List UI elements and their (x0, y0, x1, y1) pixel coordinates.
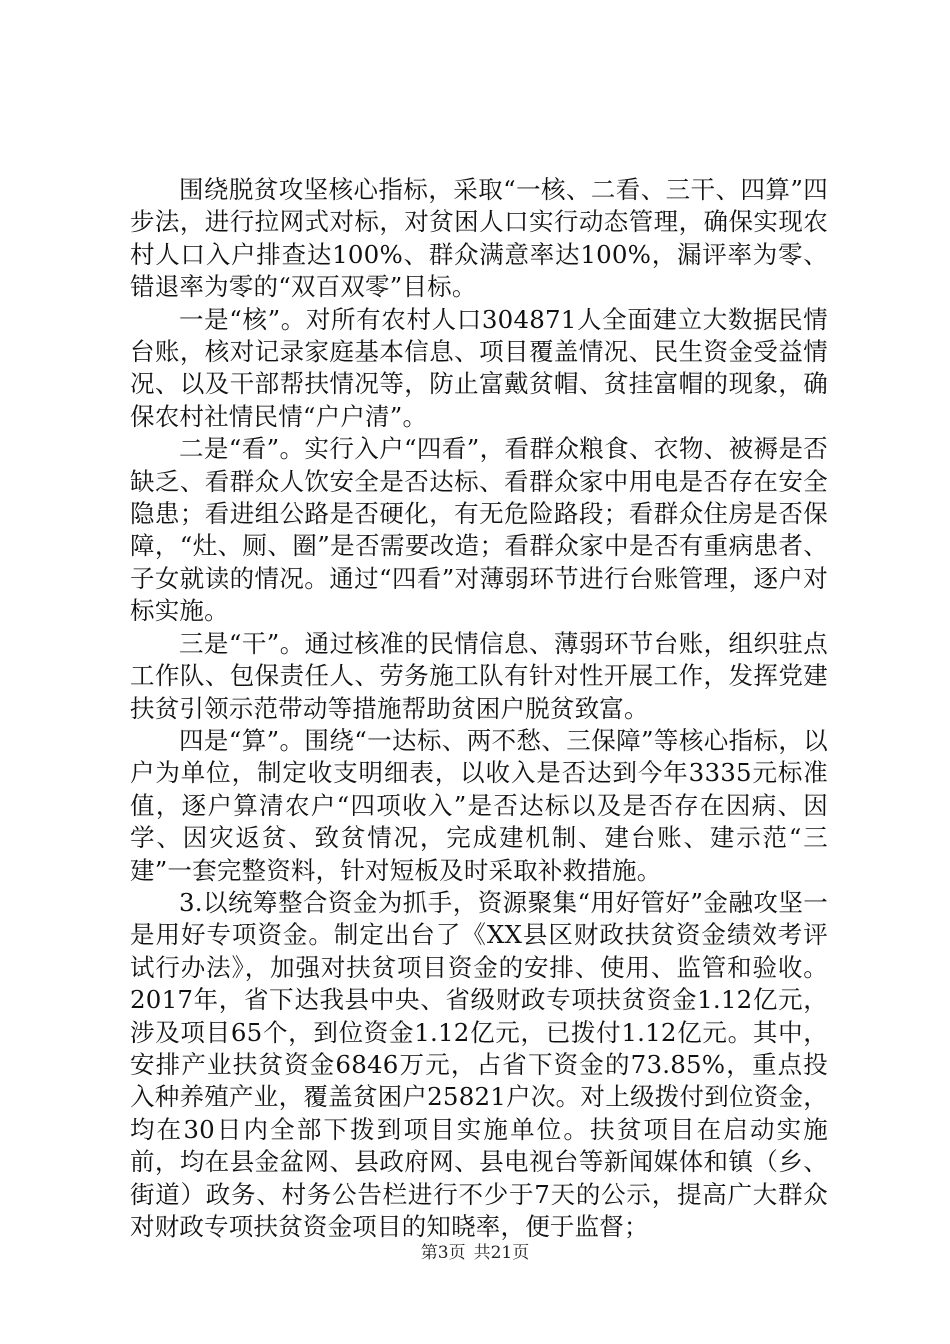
document-body (130, 174, 828, 1243)
paragraph-verify: 一是“核”。对所有农村人口304871人全面建立大数据民情台账，核对记录家庭基本信息、项目覆盖情况、民生资金受益情况、以及干部帮扶情况等，防止富戴贫帽、贫挂富帽的现象，确保农村社情民情“户户清”。 (130, 304, 828, 431)
paragraph-core-indicators: 围绕脱贫攻坚核心指标，采取“一核、二看、三干、四算”四步法，进行拉网式对标，对贫困人口实行动态管理，确保实现农村人口入户排查达100%、群众满意率达100%，漏评率为零、错退率为零的“双百双零”目标。 (130, 175, 828, 302)
paragraph-funds: 3.以统筹整合资金为抓手，资源聚集“用好管好”金融攻坚一是用好专项资金。制定出台了《XX县区财政扶贫资金绩效考评试行办法》，加强对扶贫项目资金的安排、使用、监管和验收。2017年，省下达我县中央、省级财政专项扶贫资金1.12亿元，涉及项目65个，到位资金1.12亿元，已拨付1.12亿元。其中，安排产业扶贫资金6846万元，占省下资金的73.85%，重点投入种养殖产业，覆盖贫困户25821户次。对上级拨付到位资金，均在30日内全部下拨到项目实施单位。扶贫项目在启动实施前，均在县金盆网、县政府网、县电视台等新闻媒体和镇（乡、街道）政务、村务公告栏进行不少于7天的公示，提高广大群众对财政专项扶贫资金项目的知晓率，便于监督； (130, 887, 828, 1241)
page-total: 共21页 (473, 1243, 530, 1263)
page-footer (0, 1242, 950, 1264)
page-number: 第3页 (420, 1243, 466, 1263)
paragraph-calculate: 四是“算”。围绕“一达标、两不愁、三保障”等核心指标，以户为单位，制定收支明细表，以收入是否达到今年3335元标准值，逐户算清农户“四项收入”是否达标以及是否存在因病、因学、因灾返贫、致贫情况，完成建机制、建台账、建示范“三建”一套完整资料，针对短板及时采取补救措施。 (130, 725, 828, 885)
paragraph-act: 三是“干”。通过核准的民情信息、薄弱环节台账，组织驻点工作队、包保责任人、劳务施工队有针对性开展工作，发挥党建扶贫引领示范带动等措施帮助贫困户脱贫致富。 (130, 628, 828, 723)
paragraph-inspect: 二是“看”。实行入户“四看”，看群众粮食、衣物、被褥是否缺乏、看群众人饮安全是否达标、看群众家中用电是否存在安全隐患；看进组公路是否硬化，有无危险路段；看群众住房是否保障，“灶、厕、圈”是否需要改造；看群众家中是否有重病患者、子女就读的情况。通过“四看”对薄弱环节进行台账管理，逐户对标实施。 (130, 434, 828, 626)
